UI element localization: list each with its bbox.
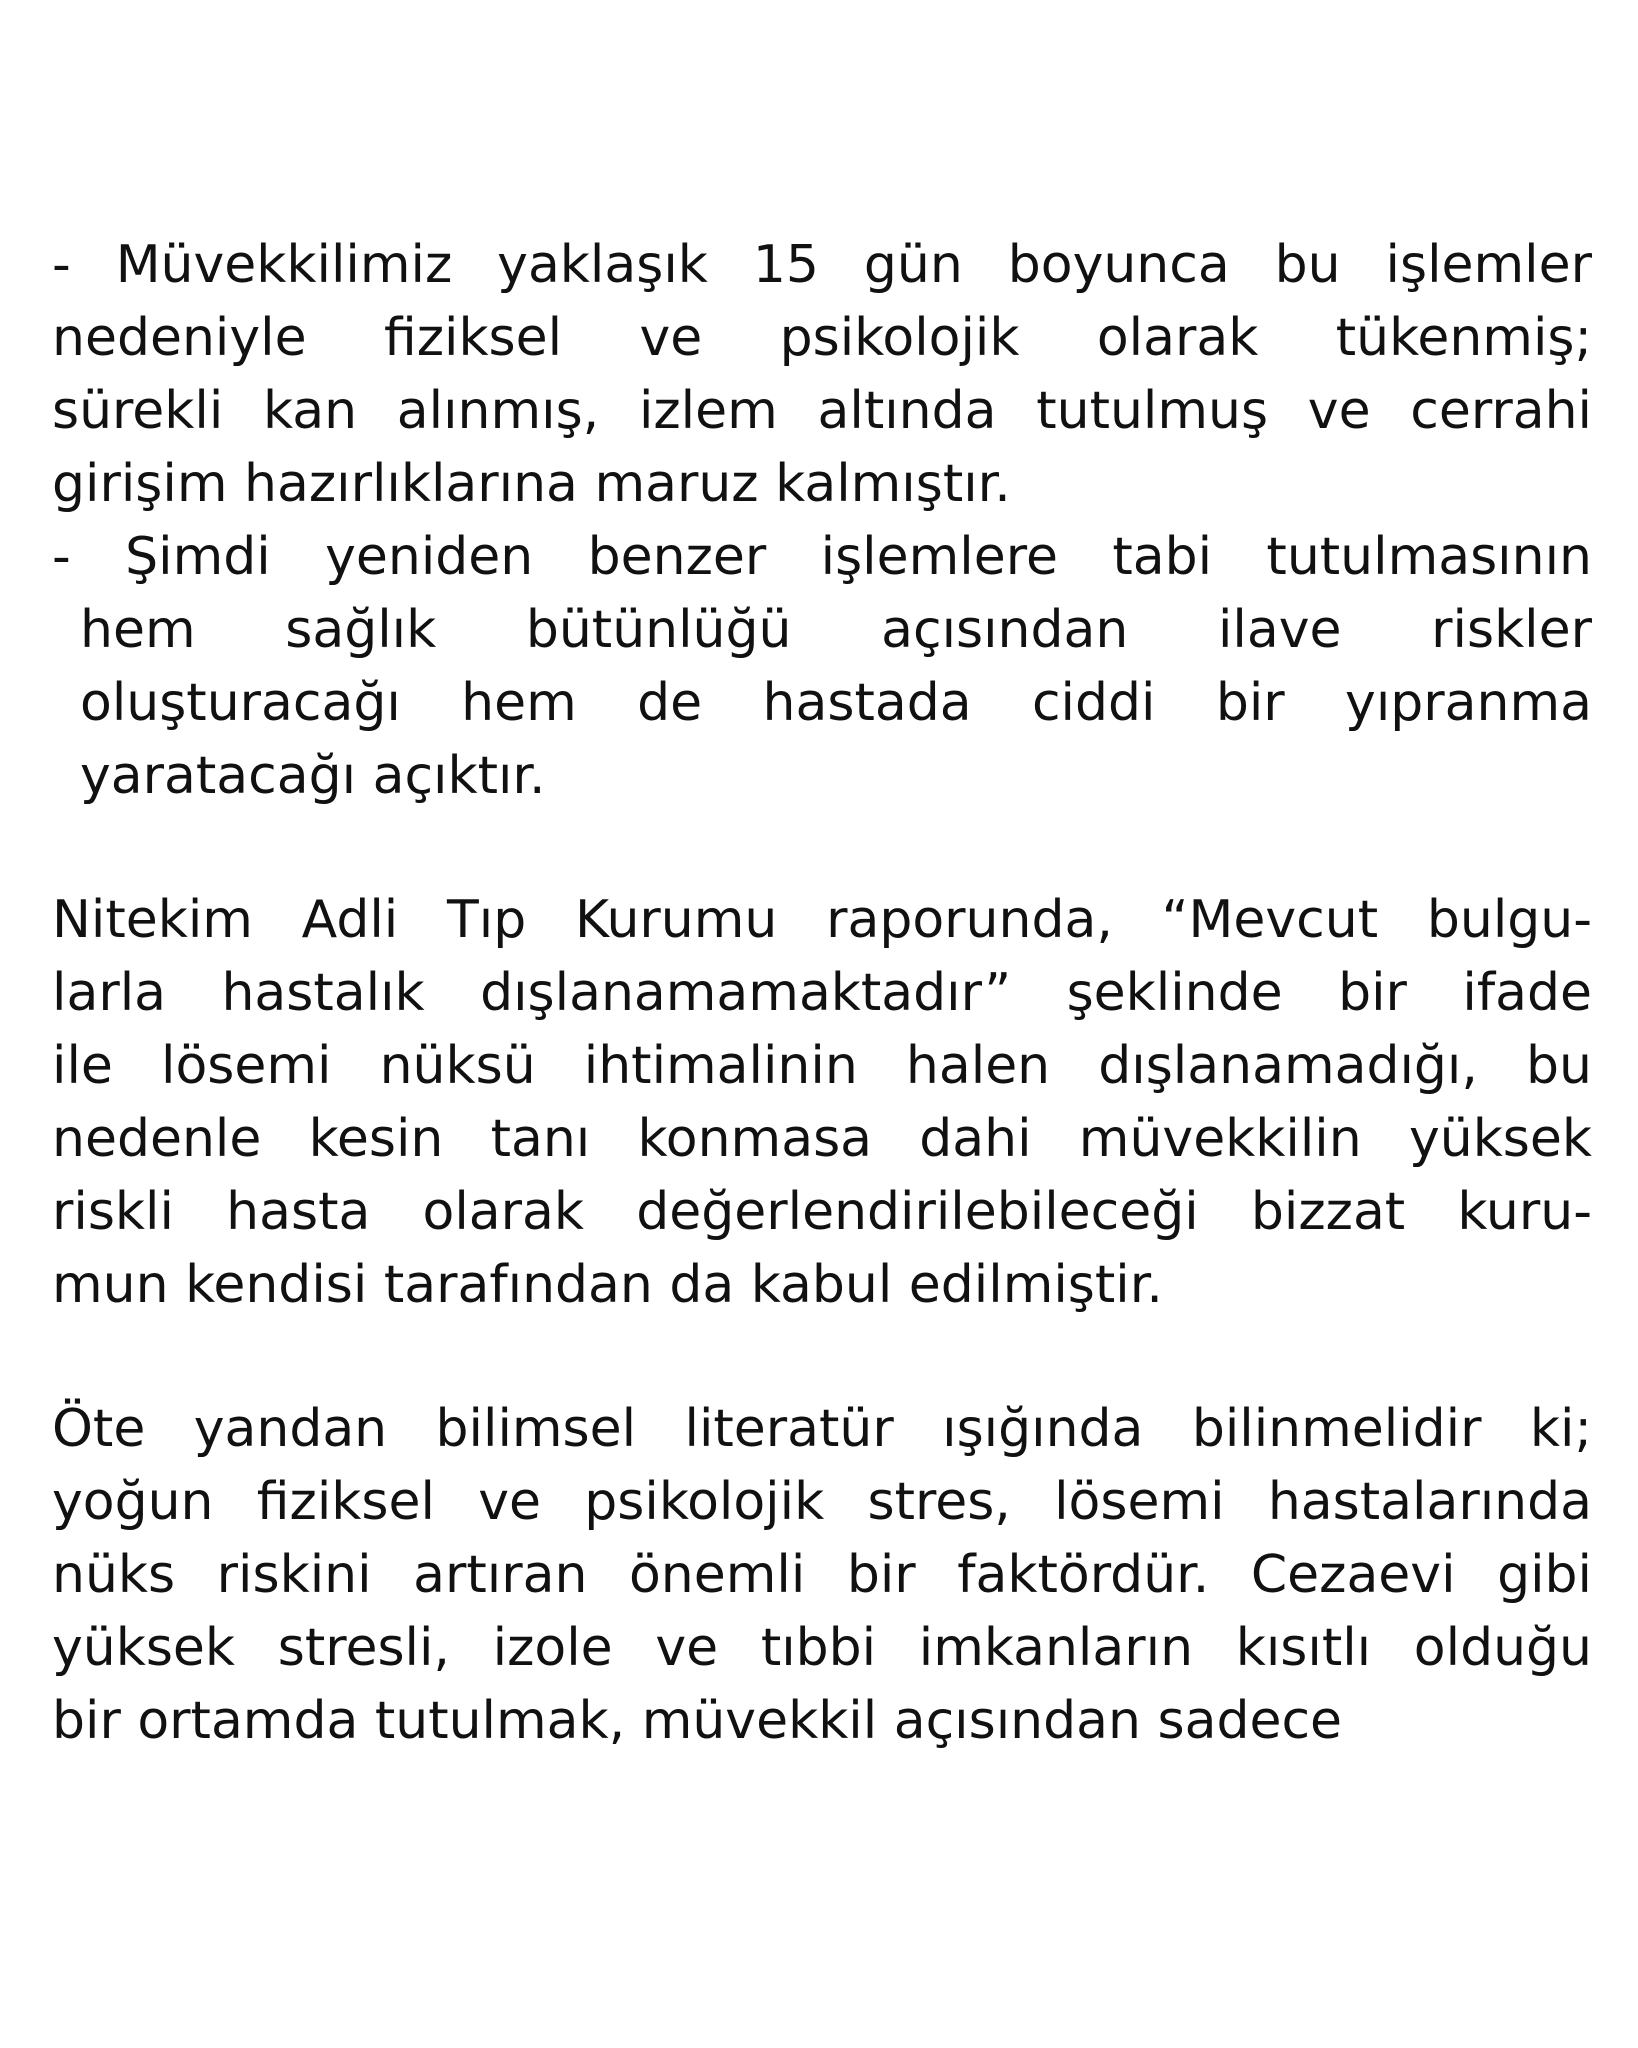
paragraph-1-line-5: riskli hasta olarak değerlendirilebileceği bizzat kuru- xyxy=(52,1182,1592,1242)
list-item-1-line-2: nedeniyle fiziksel ve psikolojik olarak tükenmiş; xyxy=(52,308,1592,368)
paragraph-1-line-4: nedenle kesin tanı konmasa dahi müvekkilin yüksek xyxy=(52,1109,1592,1169)
paragraph-1-line-3: ile lösemi nüksü ihtimalinin halen dışlanamadığı, bu xyxy=(52,1036,1592,1096)
list-item-2-line-1: - Şimdi yeniden benzer işlemlere tabi tutulmasının xyxy=(52,527,1592,587)
list-item-1-line-3: sürekli kan alınmış, izlem altında tutulmuş ve cerrahi xyxy=(52,381,1592,441)
list-item-1-line-4: girişim hazırlıklarına maruz kalmıştır. xyxy=(52,454,1011,514)
paragraph-2-line-3: nüks riskini artıran önemli bir faktördür. Cezaevi gibi xyxy=(52,1545,1592,1605)
paragraph-1-line-6: mun kendisi tarafından da kabul edilmiştir. xyxy=(52,1255,1163,1315)
paragraph-2-line-4: yüksek stresli, izole ve tıbbi imkanların kısıtlı olduğu xyxy=(52,1618,1592,1678)
list-item-2-line-3: oluşturacağı hem de hastada ciddi bir yıpranma xyxy=(80,673,1592,733)
paragraph-1-line-2: larla hastalık dışlanamamaktadır” şeklinde bir ifade xyxy=(52,963,1592,1023)
paragraph-2-line-2: yoğun fiziksel ve psikolojik stres, lösemi hastalarında xyxy=(52,1472,1592,1532)
paragraph-2-line-5: bir ortamda tutulmak, müvekkil açısından sadece xyxy=(52,1691,1343,1751)
list-item-2-line-4: yaratacağı açıktır. xyxy=(80,746,546,806)
paragraph-1-line-1: Nitekim Adli Tıp Kurumu raporunda, “Mevcut bulgu- xyxy=(52,890,1592,950)
paragraph-2-line-1: Öte yandan bilimsel literatür ışığında bilinmelidir ki; xyxy=(52,1399,1592,1459)
list-item-2-line-2: hem sağlık bütünlüğü açısından ilave riskler xyxy=(80,600,1592,660)
list-item-1-line-1: - Müvekkilimiz yaklaşık 15 gün boyunca bu işlemler xyxy=(52,235,1592,295)
